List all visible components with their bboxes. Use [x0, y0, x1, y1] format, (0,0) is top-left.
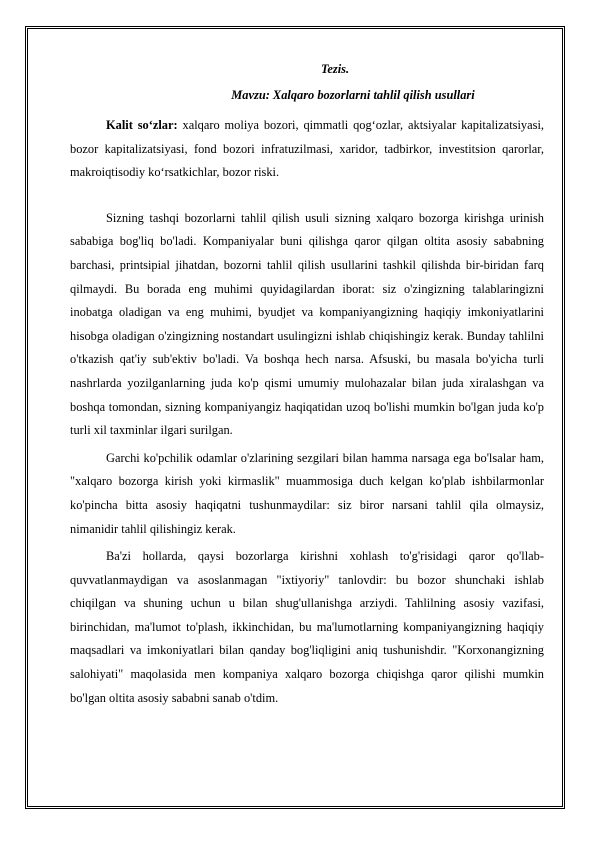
- keywords-label: Kalit so‘zlar:: [106, 118, 178, 132]
- document-title: Tezis.: [320, 62, 350, 76]
- keywords-paragraph: [70, 114, 544, 185]
- body-paragraph-3: Ba'zi hollarda, qaysi bozorlarga kirishni xohlash to'g'risidagi qaror qo'llab-quvvatlanmaydigan va asoslanmagan "ixtiyoriy" tanlovdir: bu bozor shunchaki ishlab chiqilgan va shuning uchun u bilan shug'ullanishga arziydi. Tahlilning asosiy vazifasi, birinchidan, ma'lumot to'plash, ikkinchidan, bu ma'lumotlarning kompaniyangizning haqiqiy maqsadlari va imkoniyatlari bilan qanday bog'liqligini aniq tushunishdir. "Korxonangizning salohiyati" maqolasida men kompaniya xalqaro bozorga chiqishga qaror qilishi mumkin bo'lgan oltita asosiy sababni sanab o'tdim.: [70, 549, 544, 705]
- keywords-text: xalqaro moliya bozori, qimmatli qog‘ozlar, aktsiyalar kapitalizatsiyasi, bozor kapitalizatsiyasi, fond bozori infratuzilmasi, xaridor, tadbirkor, investitsion qarorlar, makroiqtisodiy ko‘rsatkichlar, bozor riski.: [70, 118, 544, 180]
- body-paragraph-1: Sizning tashqi bozorlarni tahlil qilish usuli sizning xalqaro bozorga kirishga urinish sababiga bog'liq bo'ladi. Kompaniyalar buni qilishga qaror qilgan oltita asosiy sababning barchasi, printsipial jihatdan, bozorni tahlil qilish usullarini tashkil qilishda bir-biridan farq qilmaydi. Bu borada eng muhimi quyidagilardan iborat: siz o'zingizning talablaringizni inobatga oladigan va eng muhimi, byudjet va kompaniyangizning haqiqiy imkoniyatlarini hisobga oladigan o'zingizning nostandart usulingizni ishlab chiqishingiz kerak. Bunday tahlilni o'tkazish qat'iy sub'ektiv bo'ladi. Va boshqa hech narsa. Afsuski, bu masala bo'yicha turli nashrlarda yozilganlarning juda ko'p qismi umumiy mulohazalar bilan juda xiralashgan va boshqa tomondan, sizning kompaniyangiz haqiqatidan uzoq bo'lishi mumkin bo'lgan juda ko'p turli xil taxminlar ilgari surilgan.: [70, 210, 544, 438]
- spacer: [70, 185, 544, 207]
- body-paragraph-2: Garchi ko'pchilik odamlar o'zlarining sezgilari bilan hamma narsaga ega bo'lsalar ham, "xalqaro bozorga kirish yoki kirmaslik" muammosiga duch kelgan ko'plab ishbilarmonlar ko'pincha bitta asosiy haqiqatni tushunmaydilar: siz biror narsani tahlil qila olmaysiz, nimanidir tahlil qilishingiz kerak.: [70, 450, 544, 536]
- document-body: [70, 58, 544, 710]
- document-subtitle: Mavzu: Xalqaro bozorlarni tahlil qilish usullari: [231, 88, 475, 102]
